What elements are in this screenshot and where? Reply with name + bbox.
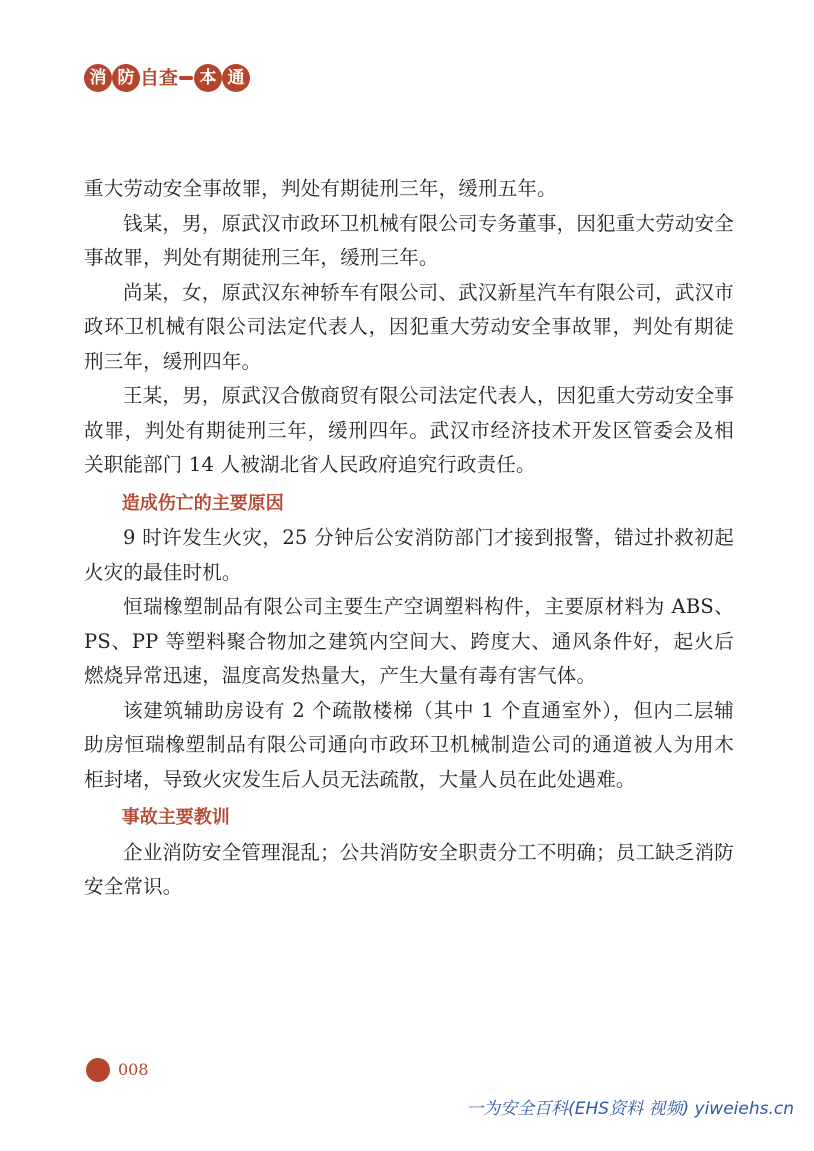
paragraph-2: 钱某，男，原武汉市政环卫机械有限公司专务董事，因犯重大劳动安全事故罪，判处有期徒刑三年，缓刑三年。 xyxy=(84,211,734,269)
header-logo xyxy=(84,64,250,92)
paragraph-7: 该建筑辅助房设有 2 个疏散楼梯（其中 1 个直通室外），但内二层辅助房恒瑞橡塑制品有限公司通向市政环卫机械制造公司的通道被人为用木柜封堵，导致火灾发生后人员无法疏散，大量人员在此处遇难。 xyxy=(84,698,734,791)
logo-char-ben: 本 xyxy=(194,64,222,92)
logo-char-yi xyxy=(179,76,193,80)
logo-char-xiao: 消 xyxy=(84,64,112,92)
page-number-dot xyxy=(86,1058,110,1082)
paragraph-6: 恒瑞橡塑制品有限公司主要生产空调塑料构件，主要原材料为 ABS、PS、PP 等塑料聚合物加之建筑内空间大、跨度大、通风条件好，起火后燃烧异常迅速，温度高发热量大，产生大量有毒有害气体。 xyxy=(84,595,734,687)
watermark: 一为安全百科(EHS资料 视频) yiweiehs.cn xyxy=(466,1099,794,1119)
paragraph-5: 9 时许发生火灾，25 分钟后公安消防部门才接到报警，错过扑救初起火灾的最佳时机。 xyxy=(84,526,734,584)
paragraph-3: 尚某，女，原武汉东神轿车有限公司、武汉新星汽车有限公司，武汉市政环卫机械有限公司法定代表人，因犯重大劳动安全事故罪，判处有期徒刑三年，缓刑四年。 xyxy=(84,280,734,373)
page-number: 008 xyxy=(118,1060,149,1079)
page-content xyxy=(84,172,734,905)
logo-char-fang: 防 xyxy=(112,64,140,92)
section-heading-causes: 造成伤亡的主要原因 xyxy=(121,492,284,514)
section-heading-lessons: 事故主要教训 xyxy=(121,807,230,828)
paragraph-1: 重大劳动安全事故罪，判处有期徒刑三年，缓刑五年。 xyxy=(84,177,557,200)
logo-char-cha: 查 xyxy=(159,67,179,89)
logo-char-tong: 通 xyxy=(222,64,250,92)
paragraph-8: 企业消防安全管理混乱；公共消防安全职责分工不明确；员工缺乏消防安全常识。 xyxy=(84,840,734,898)
paragraph-4: 王某，男，原武汉合傲商贸有限公司法定代表人，因犯重大劳动安全事故罪，判处有期徒刑三年，缓刑四年。武汉市经济技术开发区管委会及相关职能部门 14 人被湖北省人民政府追究行政责任。 xyxy=(84,384,734,476)
logo-char-zi: 自 xyxy=(140,67,160,89)
